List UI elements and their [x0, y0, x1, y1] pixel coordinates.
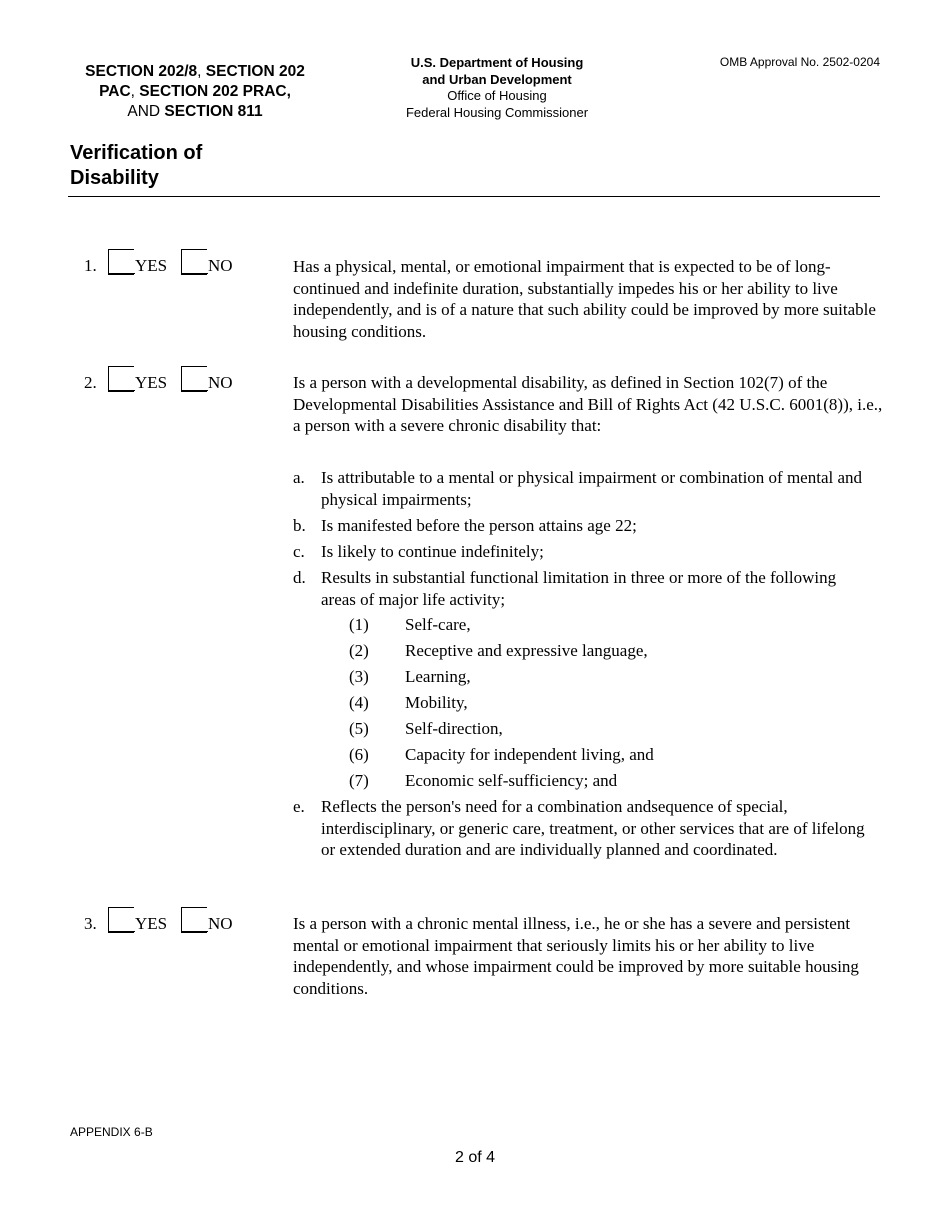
criterion-e-text: Reflects the person's need for a combination andsequence of special, interdisciplinary, or generic care, treatment, or other services that are of lifelong or extended duration and are individually planned and coordinated. [321, 797, 865, 859]
criterion-c-text: Is likely to continue indefinitely; [321, 542, 544, 561]
question-1-number: 1. [84, 256, 97, 275]
question-2-yes-checkbox[interactable] [108, 366, 134, 392]
question-3-yes-checkbox[interactable] [108, 907, 134, 933]
question-2-no-checkbox[interactable] [181, 366, 207, 392]
question-3-no-checkbox[interactable] [181, 907, 207, 933]
question-3-number: 3. [84, 914, 97, 933]
agency-heading [370, 55, 624, 121]
criterion-c-label: c. [293, 542, 305, 561]
question-1-yes-checkbox[interactable] [108, 249, 134, 275]
question-1-no-checkbox[interactable] [181, 249, 207, 275]
page-number: 2 of 4 [454, 1149, 496, 1166]
agency-line-2: and Urban Development [422, 71, 572, 87]
question-1-text: Has a physical, mental, or emotional impairment that is expected to be of long-continued and indefinite duration, substantially impedes his or her ability to live independently, and is of a nature that such ability could be improved by more suitable housing conditions. [293, 257, 876, 341]
question-1-no-label: NO [208, 256, 233, 275]
criterion-a-label: a. [293, 468, 305, 487]
form-section-heading: SECTION 202/8, SECTION 202 PAC, SECTION 202 PRAC, AND SECTION 811 [85, 63, 305, 120]
question-2-number: 2. [84, 373, 97, 392]
criterion-b-label: b. [293, 516, 306, 535]
question-3-text: Is a person with a chronic mental illness, i.e., he or she has a severe and persistent mental or emotional impairment that seriously limits his or her ability to live independently, and whose impairment could be improved by more suitable housing conditions. [293, 914, 859, 998]
criterion-a-text: Is attributable to a mental or physical impairment or combination of mental and physical impairments; [321, 468, 863, 509]
question-1-yes-label: YES [135, 256, 168, 275]
agency-line-3: Office of Housing [447, 88, 547, 103]
appendix-label: APPENDIX 6-B [70, 1125, 153, 1139]
agency-line-1: U.S. Department of Housing [410, 55, 584, 70]
criterion-d-text: Results in substantial functional limitation in three or more of the following areas of major life activity; [321, 568, 837, 609]
criterion-b-text: Is manifested before the person attains age 22; [321, 516, 637, 535]
page-title: Verification of Disability [70, 142, 203, 189]
criterion-d-label: d. [293, 568, 306, 587]
agency-line-4: Federal Housing Commissioner [405, 104, 589, 120]
question-2-text: Is a person with a developmental disability, as defined in Section 102(7) of the Developmental Disabilities Assistance and Bill of Rights Act (42 U.S.C. 6001(8)), i.e., a person with a severe chronic disability that: [293, 373, 883, 435]
criterion-e-label: e. [293, 797, 305, 816]
question-3-no-label: NO [208, 914, 233, 933]
question-3-yes-label: YES [135, 914, 168, 933]
question-2-yes-label: YES [135, 373, 168, 392]
question-2-no-label: NO [208, 373, 233, 392]
header-divider [68, 196, 880, 197]
omb-approval-number: OMB Approval No. 2502-0204 [719, 55, 880, 69]
